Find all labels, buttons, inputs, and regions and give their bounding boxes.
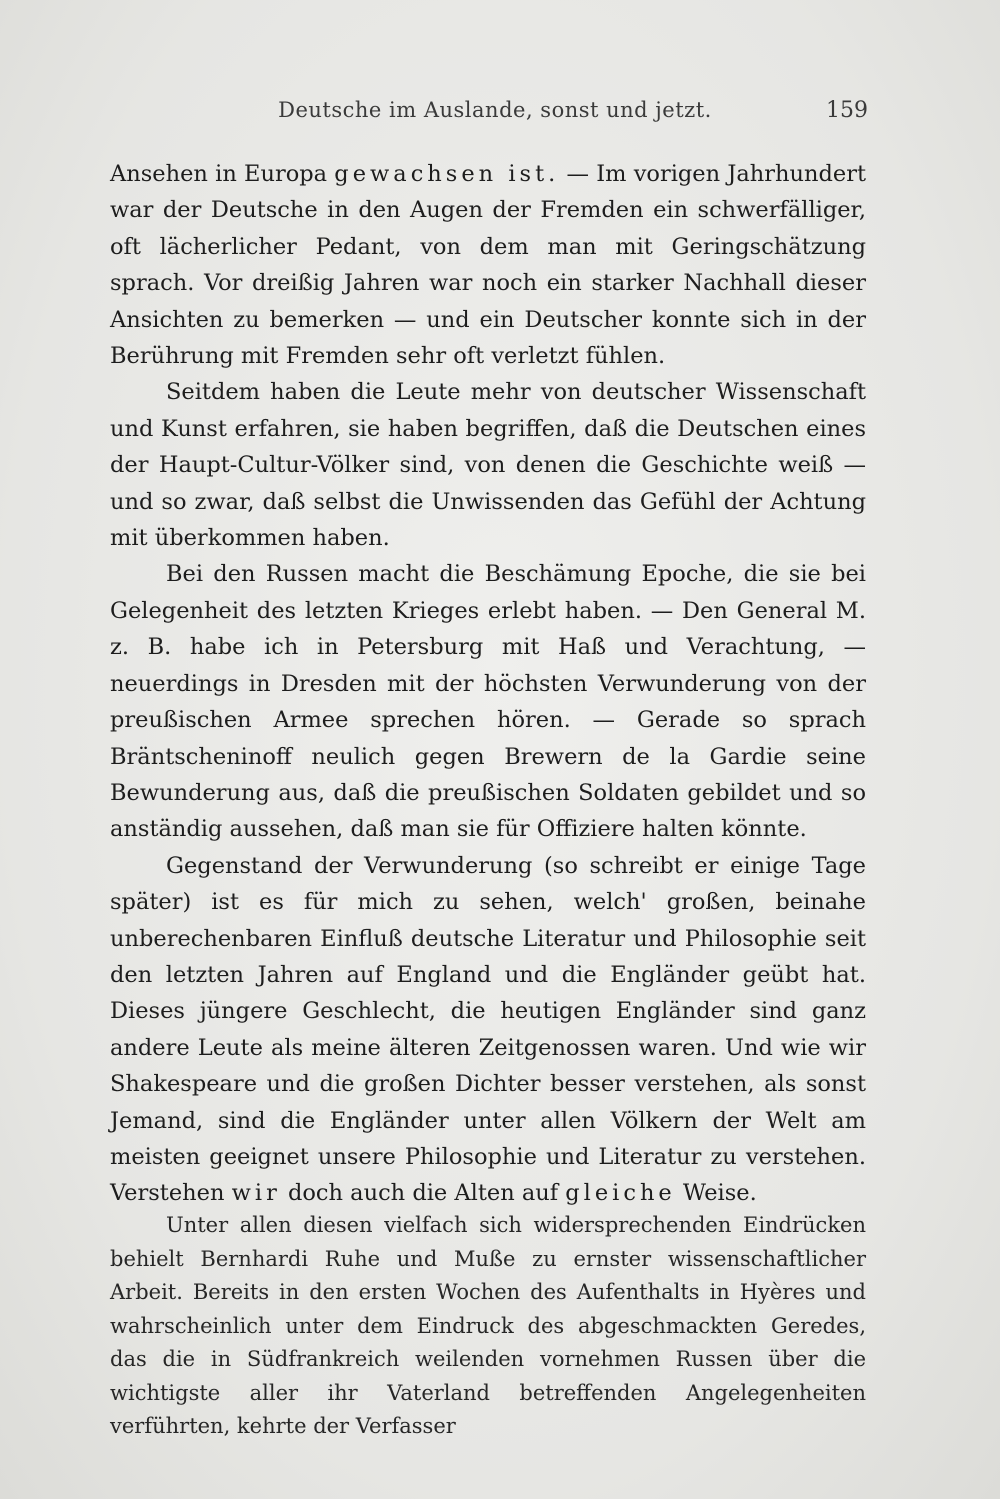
paragraph-text: Seitdem haben die Leute mehr von deutscher Wissenschaft und Kunst erfahren, sie haben begriffen, daß die Deutschen eines der Haupt-Cultur-Völker sind, von denen die Geschichte weiß — und so zwar, daß selbst die Unwissenden das Gefühl der Achtung mit überkommen haben. bbox=[110, 379, 866, 552]
emphasized-text: gleiche bbox=[565, 1180, 676, 1207]
running-head bbox=[110, 98, 880, 138]
paragraph bbox=[110, 156, 866, 374]
paragraph-text: — Im vorigen Jahrhundert war der Deutsche in den Augen der Fremden ein schwerfälliger, oft lächerlicher Pedant, von dem man mit Geringschätzung sprach. Vor dreißig Jahren war noch ein starker Nachhall dieser Ansichten zu bemerken — und ein Deutscher konnte sich in der Berührung mit Fremden sehr oft verletzt fühlen. bbox=[110, 161, 866, 370]
main-text bbox=[110, 156, 866, 1212]
running-title: Deutsche im Auslande, sonst und jetzt. bbox=[278, 98, 712, 122]
paragraph bbox=[110, 556, 866, 847]
emphasized-text: gewachsen ist. bbox=[334, 161, 560, 187]
page-number: 159 bbox=[826, 98, 868, 123]
paragraph-text: Gegenstand der Verwunderung (so schreibt er einige Tage später) ist es für mich zu sehen, welch' großen, beinahe unberechenbaren Einfluß deutsche Literatur und Philosophie seit den letzten Jahren auf England und die Engländer geübt hat. Dieses jüngere Geschlecht, die heutigen Engländer sind ganz andere Leute als meine älteren Zeitgenossen waren. Und wie wir Shakespeare und die großen Dichter besser verstehen, als sonst Jemand, sind die Engländer unter allen Völkern der Welt am meisten geeignet unsere Philosophie und Literatur zu verstehen. Verstehen bbox=[110, 852, 866, 1207]
paragraph-text: doch auch die Alten auf bbox=[280, 1180, 566, 1207]
closing-paragraph: Unter allen diesen vielfach sich widersprechenden Eindrücken behielt Bernhardi Ruhe und Muße zu ernster wissenschaftlicher Arbeit. Bereits in den ersten Wochen des Aufenthalts in Hyères und wahrscheinlich unter dem Eindruck des abgeschmackten Geredes, das die in Südfrankreich weilenden vornehmen Russen über die wichtigste aller ihr Vaterland betreffenden Angelegenheiten verführten, kehrte der Verfasser bbox=[110, 1213, 866, 1438]
paragraph-text: Weise. bbox=[675, 1180, 757, 1207]
emphasized-text: wir bbox=[231, 1180, 281, 1207]
paragraph bbox=[110, 374, 866, 556]
paragraph-text: Ansehen in Europa bbox=[110, 161, 335, 187]
paragraph-text: Bei den Russen macht die Beschämung Epoche, die sie bei Gelegenheit des letzten Krieges erlebt haben. — Den General M. z. B. habe ich in Petersburg mit Haß und Verachtung, — neuerdings in Dresden mit der höchsten Verwunderung von der preußischen Armee sprechen hören. — Gerade so sprach Bräntscheninoff neulich gegen Brewern de la Gardie seine Bewunderung aus, daß die preußischen Soldaten gebildet und so anständig aussehen, daß man sie für Offiziere halten könnte. bbox=[110, 561, 866, 843]
paragraph bbox=[110, 848, 866, 1212]
